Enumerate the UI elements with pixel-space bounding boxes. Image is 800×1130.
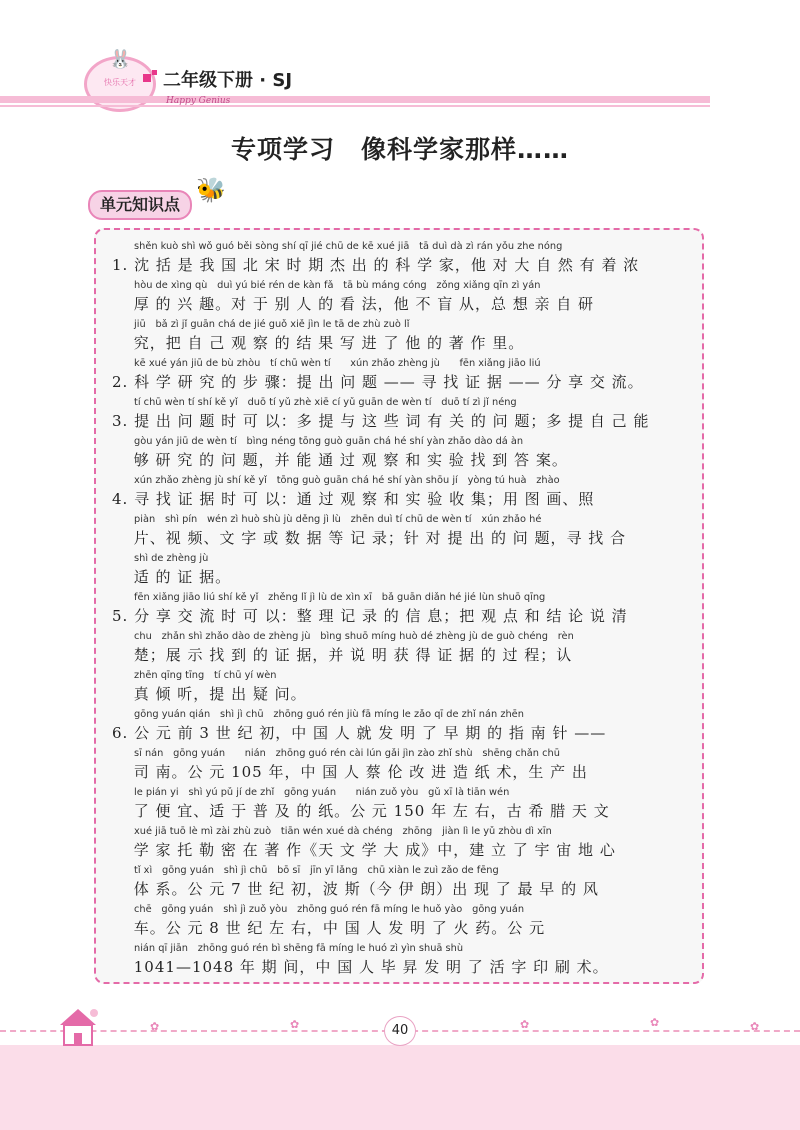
hanzi-line: 2. 科 学 研 究 的 步 骤：提 出 问 题 —— 寻 找 证 据 —— 分 享 交 流。 [112,373,644,391]
hanzi-line: 3. 提 出 问 题 时 可 以：多 提 与 这 些 词 有 关 的 问 题；多 提 自 己 能 [112,412,650,430]
pinyin-line: chu zhǎn shì zhǎo dào de zhèng jù bìng shuō míng huò dé zhèng jù de guò chéng rèn [134,631,574,642]
sprout-icon: ✿ [150,1020,160,1033]
sprout-icon: ✿ [520,1018,530,1031]
hanzi-line: 4. 寻 找 证 据 时 可 以：通 过 观 察 和 实 验 收 集；用 图 画、照 [112,490,595,508]
hanzi-line: 了 便 宜、适 于 普 及 的 纸。公 元 150 年 左 右，古 希 腊 天 文 [112,802,610,820]
footer-ground [0,1045,800,1130]
pinyin-line: shěn kuò shì wǒ guó běi sòng shí qī jié chū de kē xué jiā tā duì dà zì rán yǒu zhe nóng [134,241,563,252]
hanzi-line: 学 家 托 勒 密 在 著 作《天 文 学 大 成》中，建 立 了 宇 宙 地 心 [112,841,616,859]
bee-icon: 🐝 [196,176,226,204]
pinyin-line: chē gōng yuán shì jì zuǒ yòu zhōng guó rén fā míng le huǒ yào gōng yuán [134,904,525,915]
brand-logo [84,49,156,112]
house-icon [56,1005,100,1047]
brand-subtitle: Happy Genius [166,96,231,106]
pinyin-line: tí chū wèn tí shí kě yǐ duō tí yǔ zhè xiē cí yǔ guān de wèn tí duō tí zì jǐ néng [134,397,517,408]
page-title: 专项学习 像科学家那样…… [230,135,569,164]
hanzi-line: 司 南。公 元 105 年，中 国 人 蔡 伦 改 进 造 纸 术，生 产 出 [112,763,588,781]
hanzi-line: 厚 的 兴 趣。对 于 别 人 的 看 法，他 不 盲 从，总 想 亲 自 研 [112,295,595,313]
pinyin-line: le pián yi shì yú pǔ jí de zhǐ gōng yuán nián zuǒ yòu gǔ xī là tiān wén [134,787,510,798]
pinyin-line: nián qī jiān zhōng guó rén bì shēng fā míng le huó zì yìn shuā shù [134,943,464,954]
bunny-icon: 🐰 [109,49,132,70]
hanzi-line: 体 系。公 元 7 世 纪 初，波 斯（今 伊 朗）出 现 了 最 早 的 风 [112,880,599,898]
header-band [0,96,710,103]
hanzi-line: 够 研 究 的 问 题，并 能 通 过 观 察 和 实 验 找 到 答 案。 [112,451,568,469]
pinyin-line: gòu yán jiū de wèn tí bìng néng tōng guò guān chá hé shí yàn zhǎo dào dá àn [134,436,524,447]
sprout-icon: ✿ [290,1018,300,1031]
pinyin-line: gōng yuán qián shì jì chū zhōng guó rén jiù fā míng le zǎo qī de zhǐ nán zhēn [134,709,524,720]
pinyin-line: tǐ xì gōng yuán shì jì chū bō sī jīn yī lǎng chū xiàn le zuì zǎo de fēng [134,865,499,876]
hanzi-line: 6. 公 元 前 3 世 纪 初，中 国 人 就 发 明 了 早 期 的 指 南 针 —— [112,724,607,742]
pinyin-line: kē xué yán jiū de bù zhòu tí chū wèn tí xún zhǎo zhèng jù fēn xiǎng jiāo liú [134,358,541,369]
hanzi-line: 适 的 证 据。 [112,568,232,586]
pinyin-line: piàn shì pín wén zì huò shù jù děng jì lù zhēn duì tí chū de wèn tí xún zhǎo hé [134,514,542,525]
hanzi-line: 5. 分 享 交 流 时 可 以：整 理 记 录 的 信 息；把 观 点 和 结 论 说 清 [112,607,628,625]
hanzi-line: 楚；展 示 找 到 的 证 据，并 说 明 获 得 证 据 的 过 程；认 [112,646,573,664]
hanzi-line: 1041—1048 年 期 间，中 国 人 毕 昇 发 明 了 活 字 印 刷 术。 [112,958,609,976]
pinyin-line: shì de zhèng jù [134,553,209,564]
sprout-icon: ✿ [650,1016,660,1029]
square-bullet-icon [143,74,151,82]
page-header [0,0,800,120]
page-number: 40 [384,1016,416,1046]
square-bullet-small-icon [152,70,157,75]
hanzi-line: 车。公 元 8 世 纪 左 右，中 国 人 发 明 了 火 药。公 元 [112,919,546,937]
pinyin-line: sī nán gōng yuán nián zhōng guó rén cài lún gǎi jìn zào zhǐ shù shēng chǎn chū [134,748,560,759]
sprout-icon: ✿ [750,1020,760,1033]
hanzi-line: 片、视 频、文 字 或 数 据 等 记 录；针 对 提 出 的 问 题，寻 找 合 [112,529,627,547]
logo-text: 快乐天才 [104,78,136,87]
pinyin-line: jiū bǎ zì jǐ guān chá de jié guǒ xiě jìn le tā de zhù zuò lǐ [134,319,410,330]
grade-label: 二年级下册 · SJ [163,70,293,91]
hanzi-line: 究，把 自 己 观 察 的 结 果 写 进 了 他 的 著 作 里。 [112,334,525,352]
pinyin-line: zhēn qīng tīng tí chū yí wèn [134,670,277,681]
pinyin-line: xué jiā tuō lè mì zài zhù zuò tiān wén xué dà chéng zhōng jiàn lì le yǔ zhòu dì xīn [134,826,552,837]
pinyin-line: fēn xiǎng jiāo liú shí kě yǐ zhěng lǐ jì lù de xìn xī bǎ guān diǎn hé jié lùn shuō qīng [134,592,546,603]
hanzi-line: 1. 沈 括 是 我 国 北 宋 时 期 杰 出 的 科 学 家，他 对 大 自 然 有 着 浓 [112,256,640,274]
pinyin-line: xún zhǎo zhèng jù shí kě yǐ tōng guò guān chá hé shí yàn shōu jí yòng tú huà zhào [134,475,560,486]
pinyin-line: hòu de xìng qù duì yú bié rén de kàn fǎ tā bù máng cóng zǒng xiǎng qīn zì yán [134,280,541,291]
header-band-thin [0,105,710,107]
section-label: 单元知识点 [88,190,192,220]
knowledge-content [112,240,690,981]
hanzi-line: 真 倾 听，提 出 疑 问。 [112,685,307,703]
